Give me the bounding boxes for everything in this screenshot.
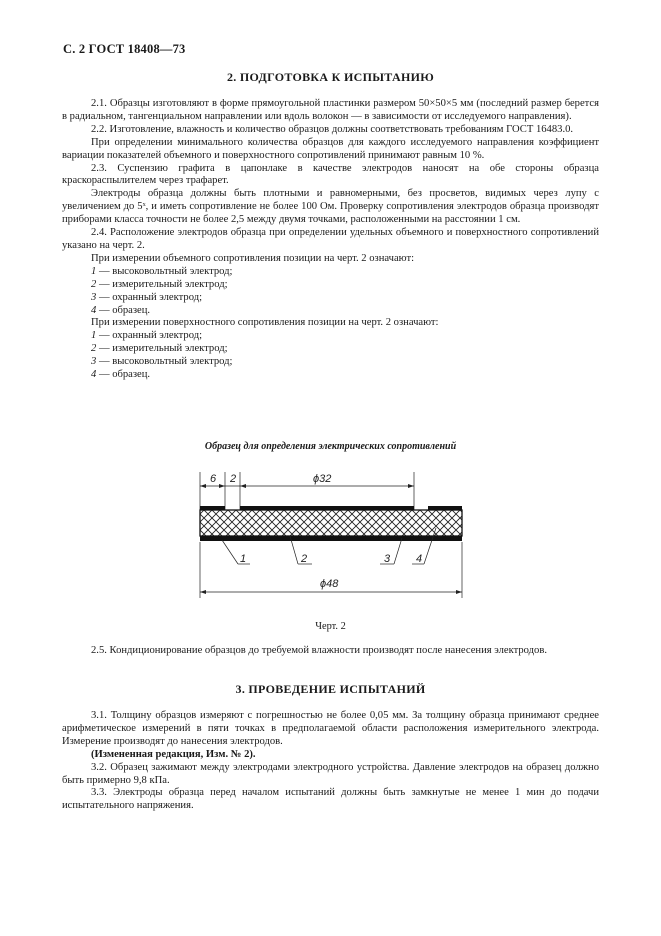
dim-2-label: 2 [230,473,237,485]
paragraph-2-1: 2.1. Образцы изготовляют в форме прямоугольной пластинки размером 50×50×5 мм (последний размер берется в радиальном, тангенциальном направлении или вдоль волокон — в зависимости от исследуемого направления). [62,98,599,122]
surface-item-2 [62,343,599,356]
paragraph-3-2: 3.2. Образец зажимают между электродами электродного устройства. Давление электродов на образец должно быть примерно 9,8 кПа. [62,761,599,786]
surface-item-3 [62,356,599,369]
volume-item-4 [62,305,599,318]
position-3-label: 3 [384,553,391,565]
paragraph-2-3: 2.3. Суспензию графита в цапонлаке в качестве электродов наносят на обе стороны образца краскораспылителем через трафарет. [62,162,599,187]
leader-3 [394,538,402,564]
paragraph-electrodes: Электроды образца должны быть плотными и равномерными, без просветов, видимых через лупу с увеличением до 5ˣ, и иметь сопротивление не более 100 Ом. Проверку сопротивления электродов образца производят приборами класса точности не более 2,5 между двумя точками, расположенными на расстоянии 1 см. [62,188,599,226]
dim-48-label: ϕ48 [320,578,339,590]
section-2-title: 2. ПОДГОТОВКА К ИСПЫТАНИЮ [226,70,435,84]
volume-item-4-text: — образец. [96,304,151,316]
leader-1 [222,540,238,564]
volume-item-2-text: — измерительный электрод; [96,278,228,290]
surface-item-1 [62,330,599,343]
volume-item-3-text: — охранный электрод; [96,291,203,303]
arrow-32-left [240,484,246,488]
surface-item-4-num: 4 [91,369,97,381]
figure-label: Черт. 2 [315,621,346,632]
dim-32-label: ϕ32 [313,473,332,485]
paragraph-2-4: 2.4. Расположение электродов образца при определении удельных объемного и поверхностного сопротивлений указано на черт. 2. [62,227,599,251]
volume-item-2 [62,279,599,292]
page-header: С. 2 ГОСТ 18408—73 [63,42,186,56]
paragraph-min-count: При определении минимального количества образцов для каждого исследуемого направления коэффициент вариации показателей объемного и поверхностного сопротивлений принимают равным 10 %. [62,136,599,161]
surface-item-2-text: — измерительный электрод; [96,343,228,355]
surface-item-1-text: — охранный электрод; [96,330,203,342]
paragraph-2-5-block [62,645,599,658]
surface-intro: При измерении поверхностного сопротивления позиции на черт. 2 означают: [91,317,439,329]
figure-caption: Образец для определения электрических сопротивлений [204,441,457,452]
paragraph-2-2: 2.2. Изготовление, влажность и количество образцов должны соответствовать требованиям ГОСТ 16483.0. [91,123,574,135]
dim-6-label: 6 [210,473,217,485]
surface-item-3-num: 3 [91,356,97,368]
arrow-48-left [200,590,206,594]
volume-item-4-num: 4 [91,304,97,316]
surface-item-4-text: — образец. [96,369,151,381]
edit-note: (Измененная редакция, Изм. № 2). [91,748,256,760]
position-4-label: 4 [416,553,423,565]
volume-item-3 [62,292,599,305]
arrow-48-right [456,590,462,594]
section-3-body [62,710,599,813]
paragraph-3-3: 3.3. Электроды образца перед началом испытаний должны быть замкнутые не менее 1 мин до подачи испытательного напряжения. [62,787,599,812]
section-3-title: 3. ПРОВЕДЕНИЕ ИСПЫТАНИЙ [235,682,426,696]
paragraph-2-5: 2.5. Кондиционирование образцов до требуемой влажности производят после нанесения электродов. [91,645,548,656]
surface-item-2-num: 2 [91,343,97,355]
arrow-32-right [408,484,414,488]
arrow-6-left [200,484,206,488]
volume-item-1-num: 1 [91,265,97,277]
position-2-label: 2 [301,553,308,565]
paragraph-3-1: 3.1. Толщину образцов измеряют с погрешностью не более 0,05 мм. За толщину образца принимают среднее арифметическое измерений в пяти точках в предполагаемой области расположения измерительного электрода. Измерение производят до нанесения электродов. [62,710,599,747]
electrode-drawing [180,462,480,612]
volume-item-2-num: 2 [91,278,97,290]
specimen-body [200,510,462,536]
surface-item-3-text: — высоковольтный электрод; [96,356,233,368]
section-2-body [62,98,599,382]
volume-intro: При измерении объемного сопротивления позиции на черт. 2 означают: [91,252,415,264]
surface-item-1-num: 1 [91,330,97,342]
volume-item-1-text: — высоковольтный электрод; [96,265,233,277]
bottom-electrode [200,536,462,541]
position-1-label: 1 [240,553,247,565]
volume-item-3-num: 3 [91,291,97,303]
arrow-6-right [219,484,225,488]
volume-item-1 [62,266,599,279]
surface-item-4 [62,369,599,382]
